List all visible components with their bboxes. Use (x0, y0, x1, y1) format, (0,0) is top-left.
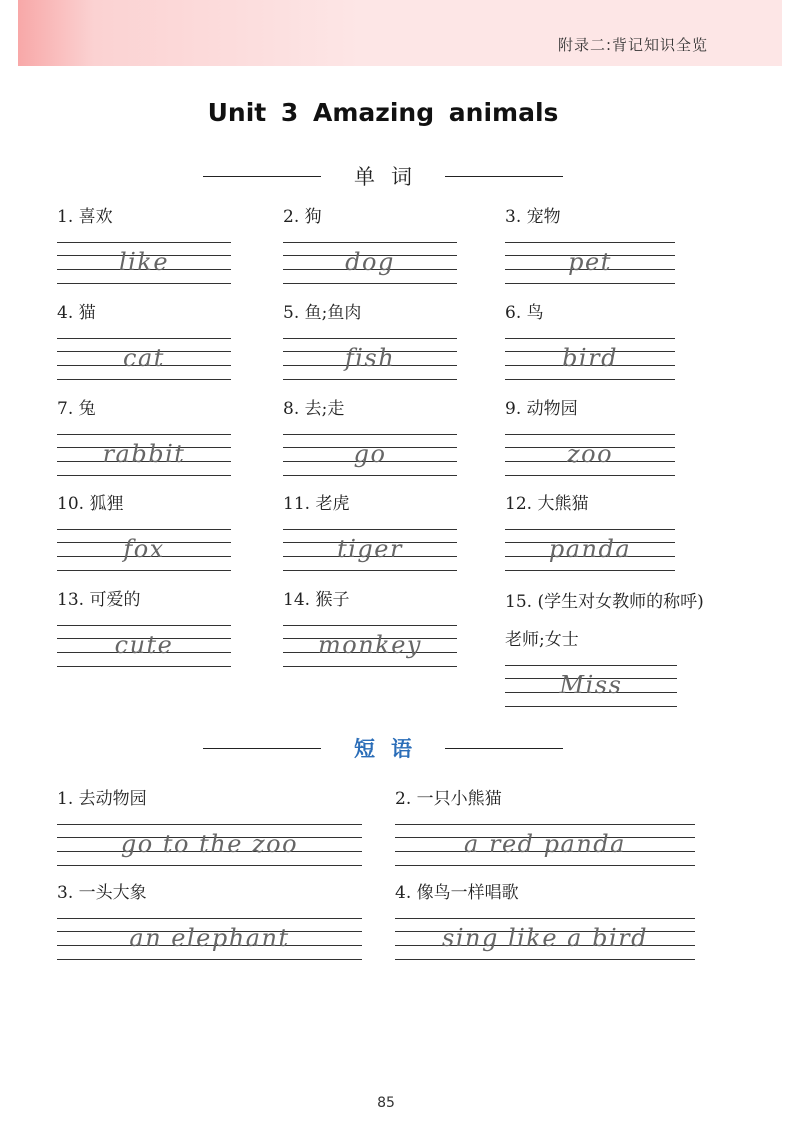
writing-lines (57, 434, 231, 476)
heading-rule-right (445, 176, 563, 177)
word-item-7 (57, 396, 231, 476)
writing-lines (505, 434, 675, 476)
word-answer: panda (548, 535, 632, 563)
word-answer: rabbit (102, 440, 186, 468)
word-prompt: 6. 鸟 (505, 303, 544, 323)
word-answer: tiger (337, 535, 403, 563)
word-prompt: 1. 喜欢 (57, 207, 113, 227)
word-prompt: 7. 兔 (57, 399, 96, 419)
writing-lines (57, 824, 362, 866)
writing-lines (283, 625, 457, 667)
heading-rule-left (203, 748, 321, 749)
word-prompt: 2. 狗 (283, 207, 322, 227)
writing-lines (57, 529, 231, 571)
word-answer: cat (123, 344, 165, 372)
heading-rule-left (203, 176, 321, 177)
phrase-prompt: 2. 一只小熊猫 (395, 789, 502, 809)
writing-lines (57, 918, 362, 960)
word-item-5 (283, 300, 457, 380)
word-item-15 (505, 583, 704, 707)
word-answer: cute (114, 631, 174, 659)
word-prompt: 10. 狐狸 (57, 494, 124, 514)
word-item-3 (505, 204, 675, 284)
header-title: 附录二:背记知识全览 (557, 36, 708, 54)
word-item-13 (57, 587, 231, 667)
words-section-heading (203, 162, 563, 190)
writing-lines (505, 665, 677, 707)
word-answer: like (118, 248, 170, 276)
writing-lines (57, 338, 231, 380)
page-number: 85 (377, 1095, 395, 1111)
word-prompt: 5. 鱼;鱼肉 (283, 303, 362, 323)
word-item-11 (283, 491, 457, 571)
writing-lines (57, 625, 231, 667)
phrase-item-3 (57, 880, 362, 960)
word-item-14 (283, 587, 457, 667)
phrase-answer: go to the zoo (120, 830, 299, 858)
word-answer: monkey (318, 631, 422, 659)
phrase-answer: a red panda (464, 830, 626, 858)
word-item-8 (283, 396, 457, 476)
writing-lines (283, 338, 457, 380)
writing-lines (283, 242, 457, 284)
word-item-4 (57, 300, 231, 380)
word-answer: bird (562, 344, 618, 372)
writing-lines (505, 529, 675, 571)
writing-lines (505, 242, 675, 284)
word-prompt: 4. 猫 (57, 303, 96, 323)
word-prompt: 13. 可爱的 (57, 590, 141, 610)
word-answer: dog (345, 248, 395, 276)
word-item-6 (505, 300, 675, 380)
header-band (18, 0, 782, 66)
word-answer: zoo (566, 440, 614, 468)
word-prompt: 3. 宠物 (505, 207, 561, 227)
phrase-prompt: 1. 去动物园 (57, 789, 147, 809)
word-answer: fish (344, 344, 396, 372)
writing-lines (505, 338, 675, 380)
phrases-heading-text: 短语 (354, 737, 428, 761)
words-heading-text: 单词 (354, 165, 428, 189)
word-prompt: 8. 去;走 (283, 399, 345, 419)
phrase-item-4 (395, 880, 695, 960)
writing-lines (395, 824, 695, 866)
writing-lines (283, 434, 457, 476)
phrase-item-2 (395, 786, 695, 866)
word-answer: Miss (559, 671, 623, 699)
word-item-1 (57, 204, 231, 284)
word-prompt: 12. 大熊猫 (505, 494, 589, 514)
word-prompt: 15. (学生对女教师的称呼)老师;女士 (505, 592, 704, 650)
phrase-answer: an elephant (129, 924, 290, 952)
writing-lines (395, 918, 695, 960)
word-prompt: 14. 猴子 (283, 590, 350, 610)
word-item-10 (57, 491, 231, 571)
word-answer: pet (568, 248, 612, 276)
writing-lines (283, 529, 457, 571)
word-prompt: 11. 老虎 (283, 494, 350, 514)
word-prompt: 9. 动物园 (505, 399, 578, 419)
word-item-2 (283, 204, 457, 284)
word-answer: fox (123, 535, 165, 563)
word-answer: go (353, 440, 387, 468)
phrase-answer: sing like a bird (442, 924, 648, 952)
phrase-prompt: 4. 像鸟一样唱歌 (395, 883, 519, 903)
page-title: Unit 3 Amazing animals (207, 98, 559, 127)
word-item-12 (505, 491, 675, 571)
phrase-item-1 (57, 786, 362, 866)
phrases-section-heading (203, 734, 563, 762)
heading-rule-right (445, 748, 563, 749)
writing-lines (57, 242, 231, 284)
phrase-prompt: 3. 一头大象 (57, 883, 147, 903)
word-item-9 (505, 396, 675, 476)
